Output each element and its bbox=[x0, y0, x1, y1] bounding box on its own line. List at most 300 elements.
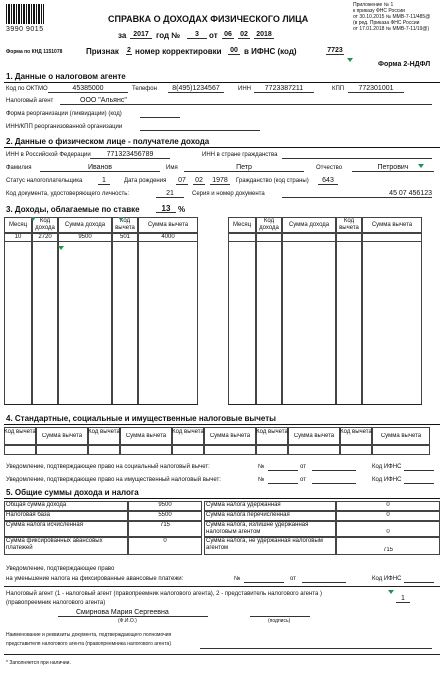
table-cell[interactable] bbox=[282, 323, 336, 332]
field-notice-ifns[interactable] bbox=[404, 463, 434, 471]
table-cell[interactable] bbox=[112, 260, 138, 269]
label-ot: от bbox=[300, 464, 306, 470]
field-patronymic[interactable]: Петрович bbox=[352, 164, 434, 172]
table-cell[interactable] bbox=[32, 278, 58, 287]
label-ifns: Код ИФНС bbox=[372, 477, 402, 483]
table-cell[interactable] bbox=[362, 260, 422, 269]
table-cell[interactable] bbox=[112, 251, 138, 260]
field-agent-code[interactable]: 1 bbox=[396, 595, 410, 603]
table-cell[interactable] bbox=[32, 350, 58, 359]
label-god-n: год № bbox=[156, 31, 181, 40]
table-cell[interactable] bbox=[32, 332, 58, 341]
table-cell[interactable] bbox=[112, 359, 138, 368]
table-cell[interactable] bbox=[362, 395, 422, 404]
deduction-sum-value[interactable] bbox=[204, 445, 256, 455]
table-cell[interactable] bbox=[228, 314, 256, 323]
footer-agent-a: Налоговый агент (1 - налоговый агент (правопреемник налогового агента), 2 - представитель налогового агента ) bbox=[6, 591, 322, 597]
section-3-title: 3. Доходы, облагаемые по ставке bbox=[6, 205, 140, 214]
field-doc-year[interactable]: 2018 bbox=[254, 31, 274, 39]
table-cell[interactable] bbox=[362, 359, 422, 368]
table-cell[interactable] bbox=[362, 341, 422, 350]
field-dob-month[interactable]: 02 bbox=[193, 177, 205, 185]
field-notice-ifns[interactable] bbox=[404, 476, 434, 484]
table-cell[interactable] bbox=[336, 359, 362, 368]
label-pct: % bbox=[178, 205, 186, 214]
green-mark-icon bbox=[58, 246, 64, 250]
section-1-title: 1. Данные о налоговом агенте bbox=[6, 72, 126, 81]
table-cell[interactable] bbox=[58, 287, 112, 296]
field-inn-rf[interactable]: 771323456789 bbox=[90, 151, 170, 159]
table-cell[interactable] bbox=[138, 332, 198, 341]
table-cell[interactable] bbox=[228, 287, 256, 296]
table-cell[interactable] bbox=[336, 278, 362, 287]
table-cell[interactable] bbox=[256, 251, 282, 260]
table-cell[interactable] bbox=[58, 377, 112, 386]
field-status[interactable]: 1 bbox=[98, 177, 110, 185]
divider bbox=[4, 424, 440, 425]
table-cell[interactable] bbox=[32, 323, 58, 332]
table-cell[interactable] bbox=[336, 395, 362, 404]
table-cell[interactable] bbox=[282, 260, 336, 269]
table-cell[interactable] bbox=[282, 287, 336, 296]
table-cell[interactable] bbox=[32, 314, 58, 323]
field-surname[interactable]: Иванов bbox=[40, 164, 160, 172]
deduction-code-value[interactable] bbox=[340, 445, 372, 455]
label-no: № bbox=[258, 464, 265, 470]
table-cell[interactable] bbox=[336, 332, 362, 341]
table-cell[interactable] bbox=[282, 377, 336, 386]
table-cell[interactable] bbox=[4, 269, 32, 278]
table-cell[interactable] bbox=[228, 395, 256, 404]
table-cell[interactable] bbox=[58, 314, 112, 323]
field-doc-series[interactable]: 45 07 456123 bbox=[282, 190, 432, 198]
table-cell[interactable] bbox=[256, 260, 282, 269]
table-cell[interactable] bbox=[138, 278, 198, 287]
table-cell[interactable] bbox=[138, 260, 198, 269]
total-label: Сумма налога удержанная bbox=[206, 502, 281, 508]
label-kpp: КПП bbox=[332, 86, 345, 92]
table-cell[interactable] bbox=[282, 359, 336, 368]
table-cell[interactable] bbox=[256, 341, 282, 350]
table-cell[interactable] bbox=[362, 269, 422, 278]
table-cell[interactable] bbox=[228, 368, 256, 377]
table-cell[interactable] bbox=[336, 368, 362, 377]
footer-doc-a: Наименование и реквизиты документа, подтверждающего полномочия bbox=[6, 632, 172, 638]
table-cell[interactable] bbox=[228, 233, 256, 242]
field-inn-foreign[interactable] bbox=[282, 151, 432, 159]
field-phone[interactable]: 8(495)1234567 bbox=[168, 85, 224, 93]
table-cell[interactable] bbox=[138, 314, 198, 323]
table-cell[interactable] bbox=[282, 368, 336, 377]
table-cell[interactable] bbox=[32, 260, 58, 269]
table-cell[interactable] bbox=[112, 287, 138, 296]
table-cell[interactable] bbox=[256, 350, 282, 359]
table-cell[interactable] bbox=[336, 305, 362, 314]
label-no: № bbox=[258, 477, 265, 483]
table-cell[interactable] bbox=[58, 260, 112, 269]
label-oktmo: Код по ОКТМО bbox=[6, 86, 48, 92]
label-inn-foreign: ИНН в стране гражданства bbox=[202, 152, 278, 158]
deduction-code-value[interactable] bbox=[172, 445, 204, 455]
table-cell[interactable] bbox=[138, 251, 198, 260]
table-cell[interactable] bbox=[58, 296, 112, 305]
label-patronymic: Отчество bbox=[316, 165, 343, 171]
table-cell[interactable] bbox=[256, 377, 282, 386]
table-cell[interactable] bbox=[282, 386, 336, 395]
table-cell[interactable] bbox=[112, 386, 138, 395]
field-oktmo[interactable]: 45385000 bbox=[48, 85, 128, 93]
table-cell[interactable] bbox=[256, 233, 282, 242]
table-cell[interactable] bbox=[58, 359, 112, 368]
table-cell[interactable] bbox=[362, 350, 422, 359]
label-ifns: Код ИФНС bbox=[372, 464, 402, 470]
total-value: 0 bbox=[163, 538, 167, 544]
table-cell[interactable] bbox=[58, 386, 112, 395]
table-cell[interactable] bbox=[138, 242, 198, 251]
field-representative-doc[interactable] bbox=[200, 641, 432, 649]
divider bbox=[4, 147, 440, 148]
table-cell[interactable] bbox=[336, 341, 362, 350]
label-name: Имя bbox=[166, 165, 178, 171]
table-cell[interactable] bbox=[58, 368, 112, 377]
table-cell-value: 4000 bbox=[161, 234, 175, 240]
table-cell[interactable] bbox=[282, 242, 336, 251]
table-cell[interactable] bbox=[32, 242, 58, 251]
field-month[interactable]: 02 bbox=[238, 31, 250, 39]
table-cell[interactable] bbox=[282, 251, 336, 260]
field-footer-ifns[interactable] bbox=[404, 575, 434, 583]
table-cell[interactable] bbox=[336, 260, 362, 269]
table-cell[interactable] bbox=[138, 359, 198, 368]
table-cell[interactable] bbox=[4, 332, 32, 341]
barcode-number: 3990 9015 bbox=[6, 26, 44, 33]
field-signature[interactable] bbox=[250, 609, 310, 617]
table-cell[interactable] bbox=[362, 386, 422, 395]
table-cell[interactable] bbox=[228, 332, 256, 341]
table-cell[interactable] bbox=[32, 359, 58, 368]
table-cell-value: 2720 bbox=[38, 234, 52, 240]
table-cell[interactable] bbox=[282, 332, 336, 341]
table-cell[interactable] bbox=[138, 269, 198, 278]
total-value: 715 bbox=[159, 522, 170, 528]
table-cell[interactable] bbox=[112, 314, 138, 323]
total-label: Общая сумма дохода bbox=[6, 502, 67, 508]
table-cell[interactable] bbox=[138, 395, 198, 404]
field-doc-code[interactable]: 21 bbox=[156, 190, 184, 198]
table-cell[interactable] bbox=[256, 278, 282, 287]
footer-agent-b: (правопреемник налогового агента) bbox=[6, 600, 106, 606]
table-cell[interactable] bbox=[4, 242, 32, 251]
table-cell[interactable] bbox=[112, 332, 138, 341]
table-cell[interactable] bbox=[228, 377, 256, 386]
table-cell[interactable] bbox=[228, 251, 256, 260]
table-header-label: Код вычета bbox=[339, 218, 359, 231]
table-cell[interactable] bbox=[362, 251, 422, 260]
table-cell[interactable] bbox=[282, 314, 336, 323]
table-cell[interactable] bbox=[4, 368, 32, 377]
table-cell[interactable] bbox=[282, 233, 336, 242]
table-cell[interactable] bbox=[228, 350, 256, 359]
table-header-label: Сумма дохода bbox=[64, 221, 106, 228]
table-cell[interactable] bbox=[336, 314, 362, 323]
table-cell[interactable] bbox=[228, 269, 256, 278]
field-year[interactable]: 2017 bbox=[130, 31, 152, 39]
table-cell[interactable] bbox=[4, 359, 32, 368]
table-cell[interactable] bbox=[58, 305, 112, 314]
table-cell[interactable] bbox=[32, 296, 58, 305]
field-footer-no[interactable] bbox=[244, 575, 284, 583]
field-rate[interactable]: 13 bbox=[156, 205, 176, 213]
label-ifns: в ИФНС (код) bbox=[244, 47, 297, 56]
table-cell[interactable] bbox=[228, 386, 256, 395]
table-cell[interactable] bbox=[4, 386, 32, 395]
table-header-label: Месяц bbox=[232, 221, 252, 228]
table-cell[interactable] bbox=[362, 305, 422, 314]
table-cell[interactable] bbox=[4, 350, 32, 359]
appendix-line: к приказу ФНС России bbox=[353, 8, 405, 14]
table-cell[interactable] bbox=[228, 341, 256, 350]
table-cell[interactable] bbox=[336, 323, 362, 332]
table-bottom-border bbox=[228, 404, 422, 405]
field-name[interactable]: Петр bbox=[184, 164, 304, 172]
field-notice-no[interactable] bbox=[268, 476, 298, 484]
table-cell[interactable] bbox=[58, 323, 112, 332]
table-cell[interactable] bbox=[4, 287, 32, 296]
table-header-label: Сумма дохода bbox=[288, 221, 330, 228]
table-cell[interactable] bbox=[112, 368, 138, 377]
table-cell[interactable] bbox=[362, 377, 422, 386]
table-cell[interactable] bbox=[228, 260, 256, 269]
barcode bbox=[6, 4, 44, 24]
table-cell[interactable] bbox=[228, 359, 256, 368]
table-cell[interactable] bbox=[256, 305, 282, 314]
table-cell[interactable] bbox=[138, 323, 198, 332]
field-footer-date[interactable] bbox=[302, 575, 346, 583]
divider bbox=[4, 82, 440, 83]
table-cell[interactable] bbox=[58, 332, 112, 341]
table-cell[interactable] bbox=[138, 377, 198, 386]
green-mark-icon bbox=[347, 58, 353, 62]
field-dob-day[interactable]: 07 bbox=[176, 177, 188, 185]
table-cell[interactable] bbox=[112, 296, 138, 305]
deduction-sum-label: Сумма вычета bbox=[41, 433, 83, 439]
table-cell[interactable] bbox=[138, 368, 198, 377]
table-cell[interactable] bbox=[32, 368, 58, 377]
table-cell[interactable] bbox=[336, 251, 362, 260]
table-cell[interactable] bbox=[32, 377, 58, 386]
table-cell[interactable] bbox=[282, 395, 336, 404]
label-ot: от bbox=[300, 477, 306, 483]
deduction-sum-label: Сумма вычета bbox=[380, 433, 422, 439]
label-dob: Дата рождения bbox=[124, 178, 167, 184]
table-cell[interactable] bbox=[362, 323, 422, 332]
table-cell[interactable] bbox=[362, 233, 422, 242]
table-cell[interactable] bbox=[256, 314, 282, 323]
field-notice-date[interactable] bbox=[312, 463, 356, 471]
table-cell[interactable] bbox=[228, 305, 256, 314]
deduction-code-value[interactable] bbox=[256, 445, 288, 455]
deduction-code-label: Код вычета bbox=[256, 429, 288, 435]
table-cell[interactable] bbox=[112, 278, 138, 287]
table-cell[interactable] bbox=[256, 269, 282, 278]
label-inn-rf: ИНН в Российской Федерации bbox=[6, 152, 91, 158]
total-value: 0 bbox=[386, 529, 390, 535]
table-cell[interactable] bbox=[4, 395, 32, 404]
table-cell[interactable] bbox=[4, 323, 32, 332]
table-cell[interactable] bbox=[228, 242, 256, 251]
green-mark-icon bbox=[30, 217, 36, 221]
deduction-code-label: Код вычета bbox=[340, 429, 372, 435]
table-cell[interactable] bbox=[4, 260, 32, 269]
table-cell[interactable] bbox=[336, 377, 362, 386]
table-cell[interactable] bbox=[282, 269, 336, 278]
deduction-code-label: Код вычета bbox=[172, 429, 204, 435]
table-cell[interactable] bbox=[282, 305, 336, 314]
total-label: Сумма налога перечисленная bbox=[206, 512, 290, 518]
table-cell[interactable] bbox=[58, 278, 112, 287]
page-title: СПРАВКА О ДОХОДАХ ФИЗИЧЕСКОГО ЛИЦА bbox=[108, 14, 309, 24]
table-cell[interactable] bbox=[32, 395, 58, 404]
field-signer[interactable]: Смирнова Мария Сергеевна bbox=[58, 609, 208, 617]
deduction-sum-value[interactable] bbox=[372, 445, 430, 455]
table-cell[interactable] bbox=[58, 341, 112, 350]
table-cell[interactable] bbox=[282, 341, 336, 350]
label-fio: (Ф.И.О.) bbox=[118, 618, 137, 624]
field-priznak[interactable]: 2 bbox=[127, 47, 131, 54]
table-cell[interactable] bbox=[112, 269, 138, 278]
table-cell[interactable] bbox=[138, 350, 198, 359]
deduction-sum-value[interactable] bbox=[288, 445, 340, 455]
table-cell[interactable] bbox=[362, 287, 422, 296]
label-agent: Налоговый агент bbox=[6, 98, 54, 104]
table-cell[interactable] bbox=[256, 359, 282, 368]
table-cell[interactable] bbox=[282, 350, 336, 359]
table-cell[interactable] bbox=[256, 395, 282, 404]
table-cell[interactable] bbox=[32, 251, 58, 260]
appendix-line: от 17.01.2018 № ММВ-7-11/19@) bbox=[353, 26, 430, 32]
table-cell[interactable] bbox=[228, 323, 256, 332]
table-cell[interactable] bbox=[112, 242, 138, 251]
table-cell[interactable] bbox=[112, 341, 138, 350]
table-cell[interactable] bbox=[336, 287, 362, 296]
table-cell[interactable] bbox=[138, 296, 198, 305]
field-kpp[interactable]: 772301001 bbox=[348, 85, 404, 93]
table-cell[interactable] bbox=[4, 377, 32, 386]
table-cell[interactable] bbox=[256, 386, 282, 395]
table-cell[interactable] bbox=[32, 287, 58, 296]
table-cell[interactable] bbox=[362, 332, 422, 341]
field-corr[interactable]: 00 bbox=[228, 47, 240, 55]
label-ot: от bbox=[290, 576, 296, 582]
table-cell[interactable] bbox=[32, 341, 58, 350]
field-number[interactable]: 3 bbox=[187, 31, 207, 39]
deduction-code-value[interactable] bbox=[88, 445, 120, 455]
table-cell[interactable] bbox=[336, 296, 362, 305]
table-cell[interactable] bbox=[362, 368, 422, 377]
total-value: 9500 bbox=[158, 502, 172, 508]
table-cell[interactable] bbox=[4, 305, 32, 314]
table-cell[interactable] bbox=[138, 287, 198, 296]
field-notice-no[interactable] bbox=[268, 463, 298, 471]
table-cell[interactable] bbox=[256, 242, 282, 251]
table-cell[interactable] bbox=[138, 386, 198, 395]
table-cell[interactable] bbox=[112, 323, 138, 332]
table-cell[interactable] bbox=[138, 341, 198, 350]
table-cell[interactable] bbox=[112, 395, 138, 404]
table-cell[interactable] bbox=[4, 341, 32, 350]
section-2-title: 2. Данные о физическом лице - получателе дохода bbox=[6, 137, 210, 146]
table-cell[interactable] bbox=[362, 314, 422, 323]
table-cell[interactable] bbox=[4, 251, 32, 260]
table-cell[interactable] bbox=[362, 296, 422, 305]
table-header-label: Код дохода bbox=[259, 218, 279, 231]
table-cell[interactable] bbox=[256, 332, 282, 341]
field-citizenship[interactable]: 643 bbox=[318, 177, 338, 185]
table-cell[interactable] bbox=[256, 323, 282, 332]
table-cell[interactable] bbox=[228, 278, 256, 287]
field-notice-date[interactable] bbox=[312, 476, 356, 484]
table-cell[interactable] bbox=[4, 278, 32, 287]
table-cell[interactable] bbox=[58, 242, 112, 251]
label-signature: (подпись) bbox=[268, 618, 291, 624]
label-surname: Фамилия bbox=[6, 165, 32, 171]
table-cell[interactable] bbox=[362, 278, 422, 287]
table-cell[interactable] bbox=[228, 296, 256, 305]
table-cell[interactable] bbox=[32, 305, 58, 314]
table-cell[interactable] bbox=[112, 350, 138, 359]
field-dob-year[interactable]: 1978 bbox=[210, 177, 230, 185]
field-inn[interactable]: 7723387211 bbox=[254, 85, 314, 93]
table-cell[interactable] bbox=[4, 296, 32, 305]
table-cell[interactable] bbox=[336, 233, 362, 242]
table-cell[interactable] bbox=[32, 386, 58, 395]
table-cell[interactable] bbox=[256, 287, 282, 296]
table-cell[interactable] bbox=[282, 296, 336, 305]
table-cell[interactable] bbox=[256, 368, 282, 377]
table-cell[interactable] bbox=[336, 242, 362, 251]
divider bbox=[4, 498, 440, 499]
deduction-sum-value[interactable] bbox=[120, 445, 172, 455]
table-cell[interactable] bbox=[112, 305, 138, 314]
deduction-sum-value[interactable] bbox=[36, 445, 88, 455]
table-cell[interactable] bbox=[112, 377, 138, 386]
label-priznak: Признак bbox=[86, 47, 119, 56]
table-cell[interactable] bbox=[32, 269, 58, 278]
footnote: * Заполняется при наличии. bbox=[6, 660, 71, 666]
table-cell[interactable] bbox=[58, 269, 112, 278]
table-cell[interactable] bbox=[58, 251, 112, 260]
table-cell[interactable] bbox=[282, 278, 336, 287]
table-cell[interactable] bbox=[336, 350, 362, 359]
field-agent[interactable]: ООО "Альянс" bbox=[60, 97, 432, 105]
section-5-title: 5. Общие суммы дохода и налога bbox=[6, 488, 139, 497]
green-mark-icon bbox=[388, 590, 394, 594]
table-cell[interactable] bbox=[138, 305, 198, 314]
total-label: Сумма налога исчисленная bbox=[6, 522, 83, 528]
field-reorg-form[interactable] bbox=[140, 110, 180, 118]
table-cell[interactable] bbox=[58, 395, 112, 404]
table-cell[interactable] bbox=[256, 296, 282, 305]
field-reorg-inn[interactable] bbox=[140, 123, 260, 131]
table-cell[interactable] bbox=[4, 314, 32, 323]
deduction-code-value[interactable] bbox=[4, 445, 36, 455]
table-cell[interactable] bbox=[336, 269, 362, 278]
field-day[interactable]: 06 bbox=[222, 31, 234, 39]
table-cell[interactable] bbox=[362, 242, 422, 251]
field-ifns[interactable]: 7723 bbox=[327, 47, 343, 54]
table-cell[interactable] bbox=[58, 350, 112, 359]
table-cell[interactable] bbox=[336, 386, 362, 395]
